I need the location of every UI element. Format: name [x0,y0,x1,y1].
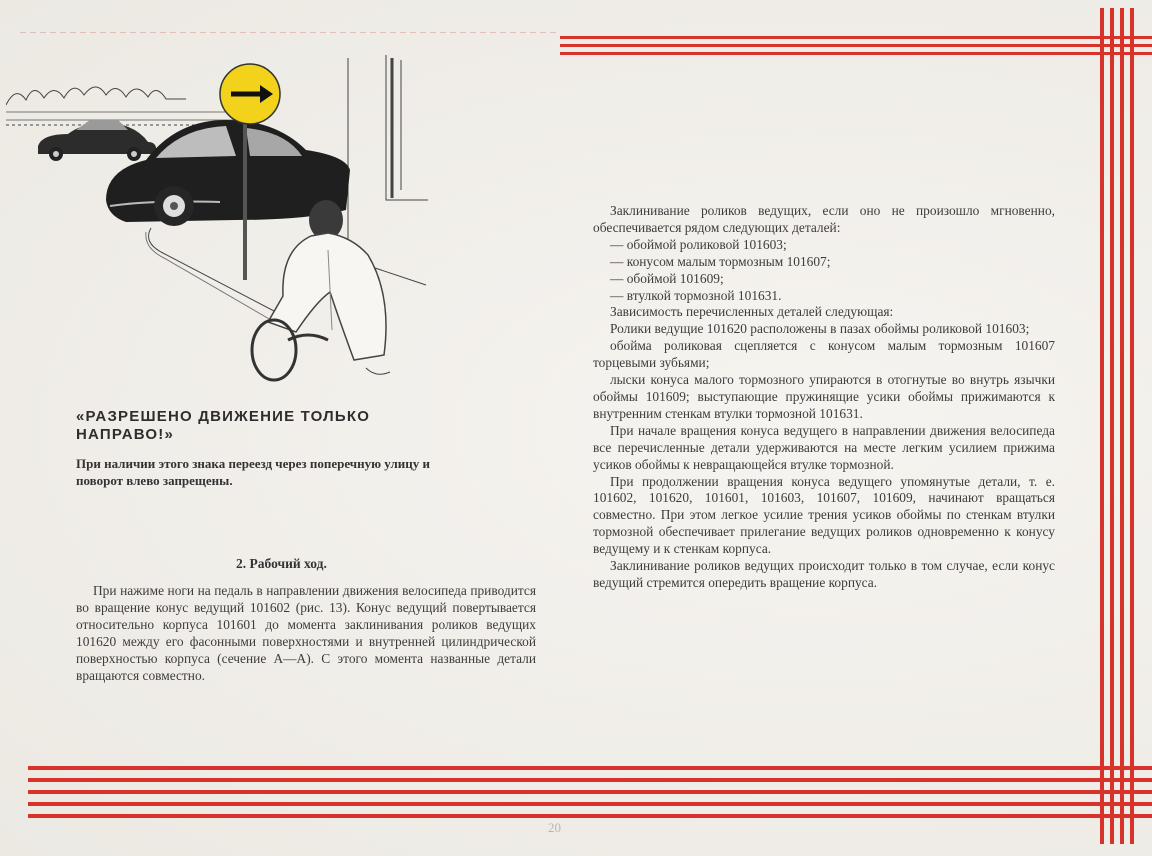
stripe-bottom-1 [28,766,1152,770]
list-item: — обоймой роликовой 101603; [610,236,787,252]
right-arrow-sign-icon [220,64,280,124]
paragraph: При начале вращения конуса ведущего в направлении движения велосипеда все перечисленные детали удерживаются на месте легким усилием прижима усиков обоймы к невращающейся втулке тормозной. [593,422,1055,472]
faint-top-line [20,32,560,33]
paragraph: При продолжении вращения конуса ведущего упомянутые детали, т. е. 101602, 101620, 101601, 101603, 101607, 101609, начинают вращаться совместно. При этом легкое усилие трения усиков обоймы по стенкам втулки тормозной обеспечивает прилегание ведущих роликов одновременно к конусу ведущему и к стенкам корпуса. [593,473,1055,557]
sign-description: При наличии этого знака переезд через поперечную улицу и поворот влево запрещены. [76,456,430,488]
stripe-top-3 [560,52,1152,55]
section-heading: 2. Рабочий ход. [236,556,327,571]
stripe-bottom-4 [28,802,1152,806]
stripe-right-4 [1130,8,1134,844]
stripe-right-1 [1100,8,1104,844]
traffic-sign-illustration [6,50,436,390]
stripe-right-3 [1120,8,1124,844]
paragraph: Заклинивание роликов ведущих происходит только в том случае, если конус ведущий стремится опередить вращение корпуса. [593,558,1055,590]
stripe-bottom-2 [28,778,1152,782]
page-number: 20 [548,820,561,835]
sign-title: «РАЗРЕШЕНО ДВИЖЕНИЕ ТОЛЬКО НАПРАВО!» [76,408,371,443]
stripe-bottom-5 [28,814,1152,818]
paragraph: Зависимость перечисленных деталей следующая: [610,304,894,320]
paragraph: Ролики ведущие 101620 расположены в пазах обоймы роликовой 101603; [610,321,1030,337]
cyclist-figure [252,200,390,380]
stripe-bottom-3 [28,790,1152,794]
paragraph: лыски конуса малого тормозного упираются в отогнутые во внутрь язычки обоймы 101609; выступающие пружинящие усики обоймы прижимаются к внутренним стенкам втулки тормозной 101631. [593,372,1055,421]
stripe-right-2 [1110,8,1114,844]
working-stroke-paragraph: При нажиме ноги на педаль в направлении движения велосипеда приводится во вращение конус ведущий 101602 (рис. 13). Конус ведущий повертывается относительно корпуса 101601 до момента заклинивания роликов ведущих 101620 между его фасонными поверхностями и внутренней цилиндрической поверхностью корпуса (сечение А—А). С этого момента названные детали вращаются совместно. [76,583,536,683]
far-car [38,120,156,161]
right-column-text [593,203,1055,592]
paragraph: Заклинивание роликов ведущих, если оно не произошло мгновенно, обеспечивается рядом следующих деталей: [593,203,1055,235]
list-item: — втулкой тормозной 101631. [610,287,782,303]
paragraph: обойма роликовая сцепляется с конусом малым тормозным 101607 торцевыми зубьями; [593,338,1055,371]
list-item: — конусом малым тормозным 101607; [610,253,831,269]
stripe-top-1 [560,36,1152,39]
stripe-top-2 [560,44,1152,47]
left-column-text [76,583,536,684]
sign-pole [243,120,247,280]
list-item: — обоймой 101609; [610,270,724,286]
